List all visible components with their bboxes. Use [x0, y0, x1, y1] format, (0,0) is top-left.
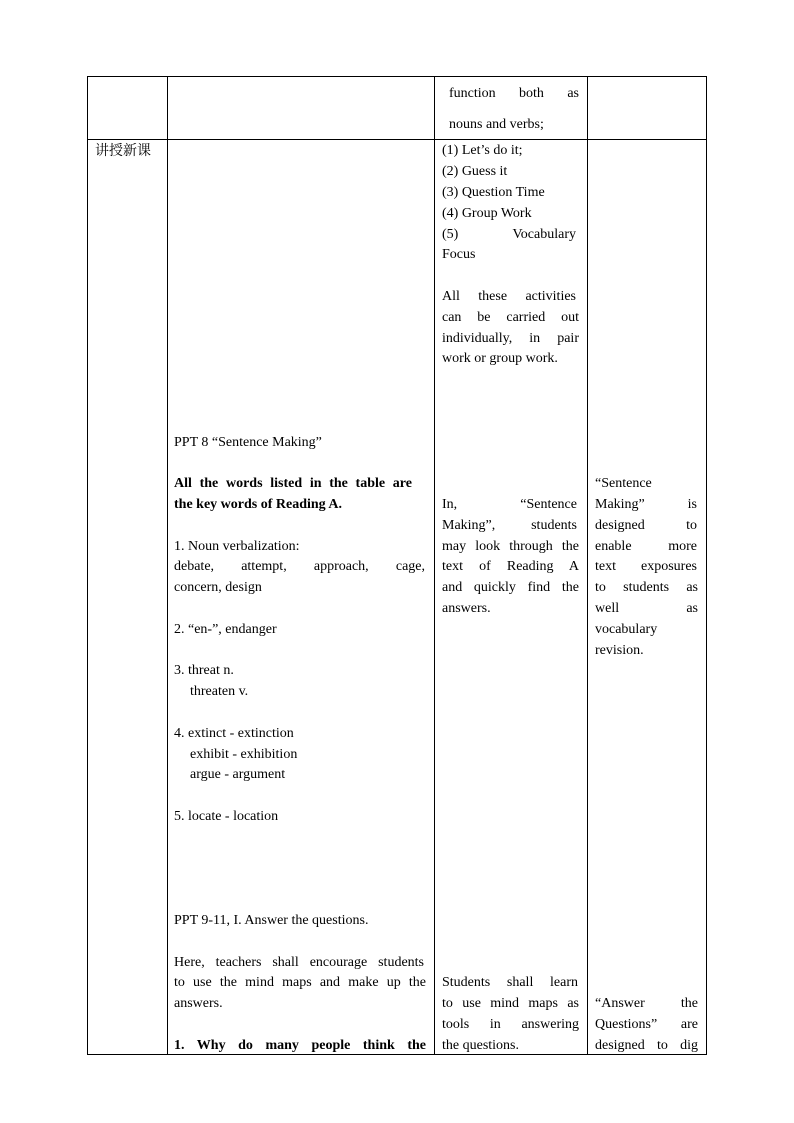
item1-title: 1. Noun verbalization: — [174, 539, 300, 554]
table-top-border — [87, 76, 707, 77]
activity-item-4: (4) Group Work — [442, 206, 532, 221]
sentence-making-note-line: and quickly find the — [442, 580, 579, 595]
sentence-making-rationale-line: enable more — [595, 539, 697, 554]
sentence-making-rationale-line: text exposures — [595, 559, 697, 574]
encourage-line3: answers. — [174, 996, 223, 1011]
mind-map-note-line: to use mind maps as — [442, 996, 579, 1011]
teaching-stage-label: 讲授新课 — [95, 143, 151, 159]
table-left-border — [87, 76, 88, 1054]
sentence-making-rationale-line: designed to — [595, 518, 697, 533]
sentence-making-note-line: text of Reading A — [442, 559, 579, 574]
encourage-line2: to use the mind maps and make up the — [174, 975, 426, 990]
item4-line1: 4. extinct - extinction — [174, 726, 294, 741]
activity-item-5: (5) Vocabulary — [442, 227, 576, 242]
answer-questions-rationale-line: Questions” are — [595, 1017, 698, 1032]
mind-map-note-line: tools in answering — [442, 1017, 579, 1032]
activities-note-line: can be carried out — [442, 310, 579, 325]
item1-words: debate, attempt, approach, cage, — [174, 559, 425, 574]
mind-map-note-line: the questions. — [442, 1038, 519, 1053]
activity-item-5-cont: Focus — [442, 247, 476, 262]
question-1: 1. Why do many people think the — [174, 1038, 426, 1053]
item4-line2: exhibit - exhibition — [190, 747, 298, 762]
column-divider-1 — [167, 76, 168, 1054]
sentence-making-rationale-line: to students as — [595, 580, 698, 595]
key-words-note-line2: the key words of Reading A. — [174, 497, 343, 512]
item3-line1: 3. threat n. — [174, 663, 234, 678]
ppt9-11-heading: PPT 9-11, I. Answer the questions. — [174, 913, 369, 928]
item3-line2: threaten v. — [190, 684, 249, 699]
item2: 2. “en-”, endanger — [174, 622, 277, 637]
sentence-making-rationale-line: “Sentence — [595, 476, 652, 491]
activity-item-3: (3) Question Time — [442, 185, 545, 200]
answer-questions-rationale-line: designed to dig — [595, 1038, 698, 1053]
encourage-line1: Here, teachers shall encourage students — [174, 955, 424, 970]
item1-words-cont: concern, design — [174, 580, 262, 595]
sentence-making-note-line: Making”, students — [442, 518, 577, 533]
activities-note-line: individually, in pair — [442, 331, 579, 346]
column-divider-3 — [587, 76, 588, 1054]
key-words-note-line1: All the words listed in the table are — [174, 476, 412, 491]
sentence-making-note-line: may look through the — [442, 539, 579, 554]
activity-item-2: (2) Guess it — [442, 164, 508, 179]
sentence-making-rationale-line: vocabulary — [595, 622, 658, 637]
activity-item-1: (1) Let’s do it; — [442, 143, 523, 158]
table-right-border — [706, 76, 707, 1054]
sentence-making-rationale-line: revision. — [595, 643, 644, 658]
row-divider — [87, 139, 707, 140]
row1-col3-line1: function both as — [449, 86, 579, 101]
sentence-making-rationale-line: Making” is — [595, 497, 697, 512]
item4-line3: argue - argument — [190, 767, 286, 782]
activities-note-line: All these activities — [442, 289, 576, 304]
sentence-making-note-line: answers. — [442, 601, 491, 616]
ppt8-heading: PPT 8 “Sentence Making” — [174, 435, 322, 450]
activities-note-line: work or group work. — [442, 351, 558, 366]
sentence-making-note-line: In, “Sentence — [442, 497, 577, 512]
row1-col3-line2: nouns and verbs; — [449, 117, 544, 132]
item5: 5. locate - location — [174, 809, 279, 824]
mind-map-note-line: Students shall learn — [442, 975, 578, 990]
answer-questions-rationale-line: “Answer the — [595, 996, 698, 1011]
column-divider-2 — [434, 76, 435, 1054]
sentence-making-rationale-line: well as — [595, 601, 698, 616]
